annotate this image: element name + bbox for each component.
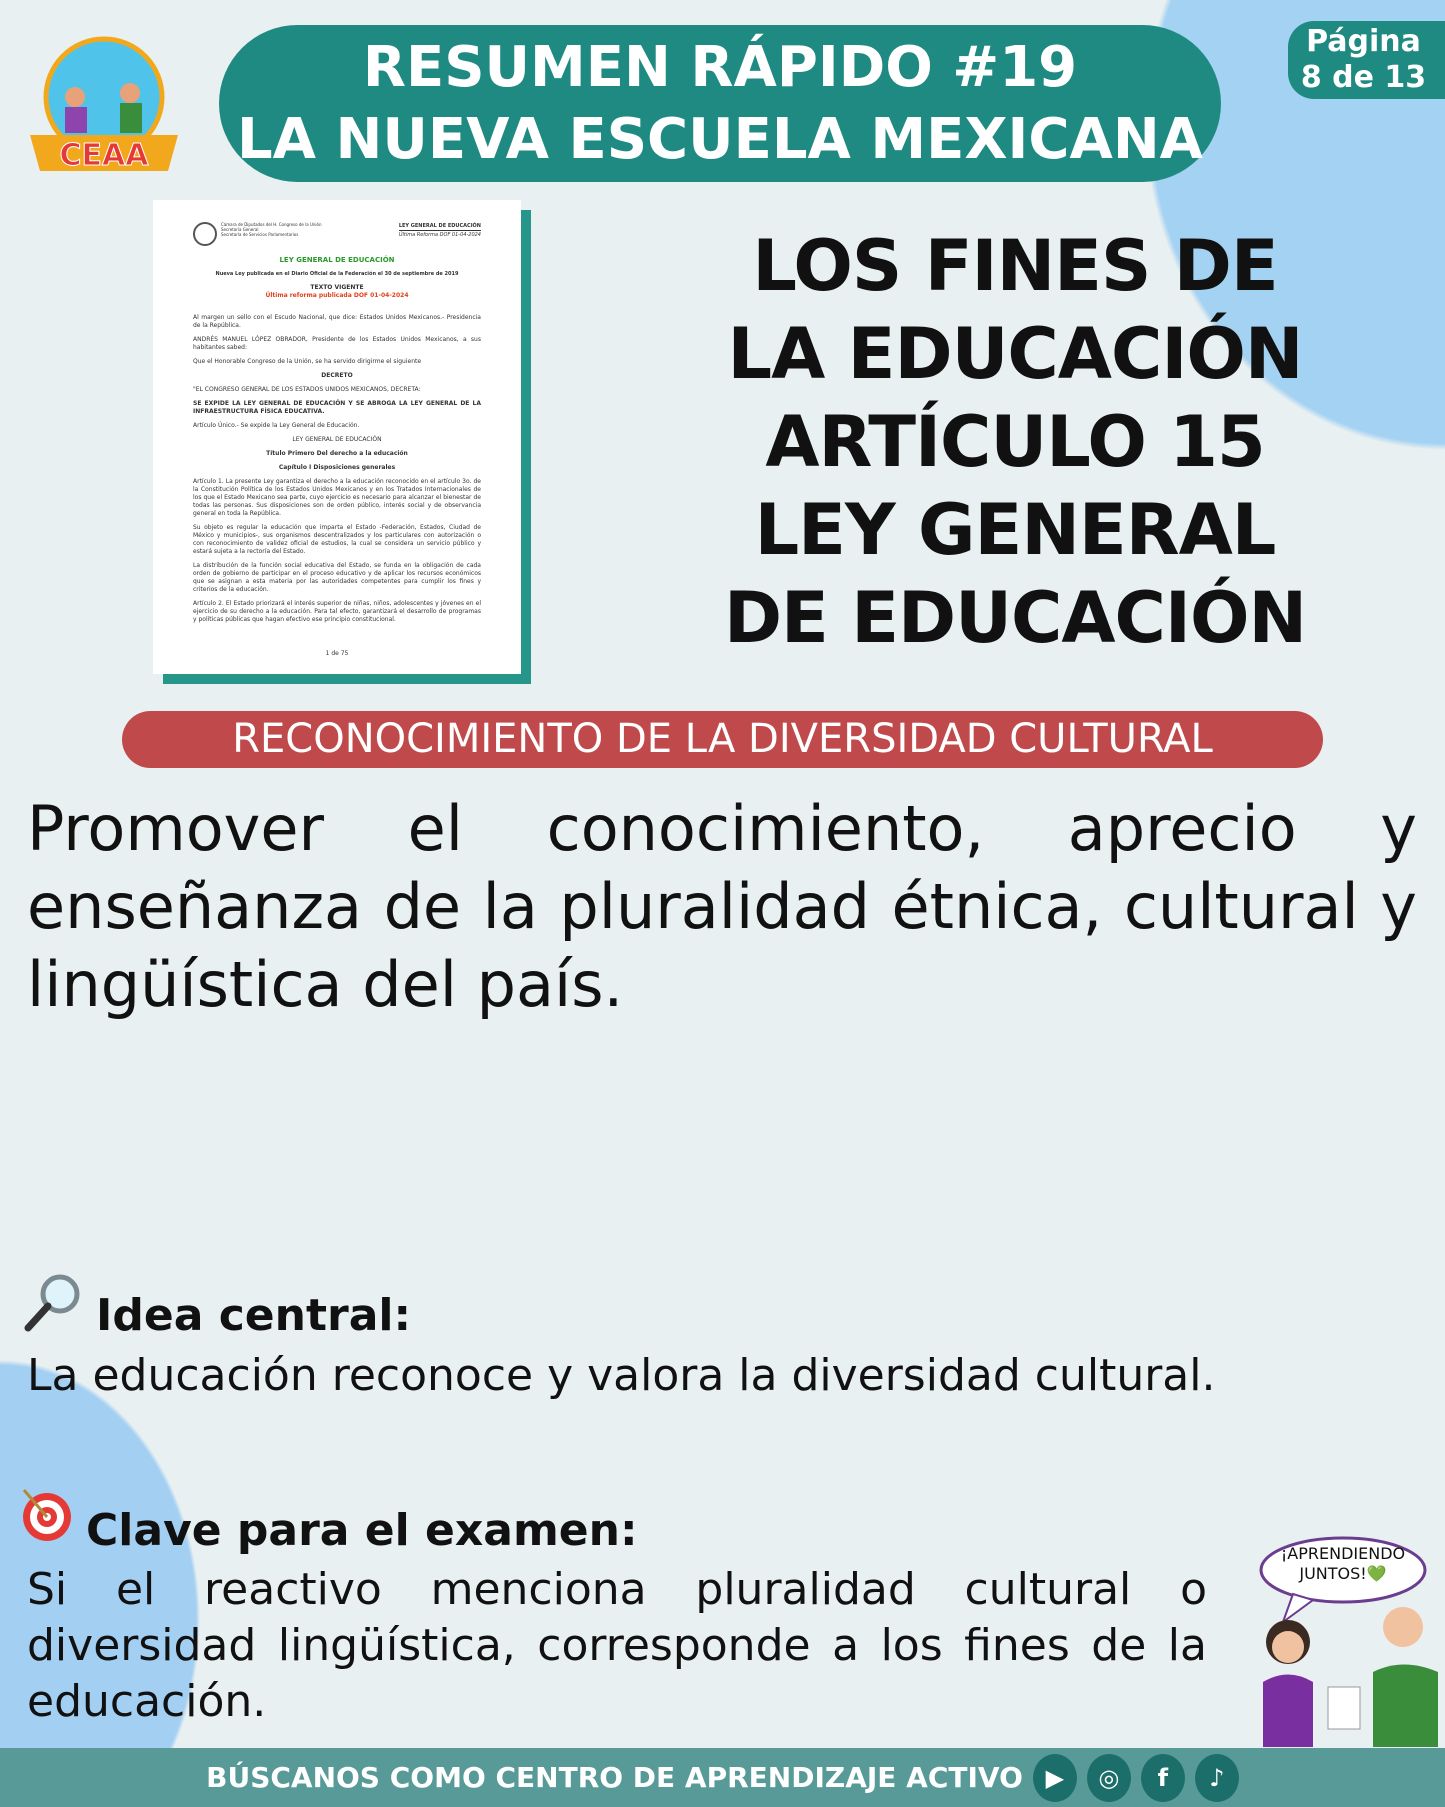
article-text: Promover el conocimiento, aprecio y enseñanza de la pluralidad étnica, cultural y lingüística del país. bbox=[27, 792, 1417, 1021]
doc-paragraph: ANDRÉS MANUEL LÓPEZ OBRADOR, Presidente de los Estados Unidos Mexicanos, a sus habitantes sabed: bbox=[193, 336, 481, 351]
title-line: DE EDUCACIÓN bbox=[723, 577, 1307, 659]
doc-paragraph: Que el Honorable Congreso de la Unión, se ha servido dirigirme el siguiente bbox=[193, 358, 422, 365]
header-line1: RESUMEN RÁPIDO #19 bbox=[362, 35, 1078, 100]
speech-bubble-line2: JUNTOS!💚 bbox=[1299, 1564, 1387, 1583]
doc-page-number: 1 de 75 bbox=[325, 650, 349, 657]
clave-heading: Clave para el examen: bbox=[86, 1505, 638, 1556]
topic-banner: RECONOCIMIENTO DE LA DIVERSIDAD CULTURAL bbox=[122, 711, 1323, 768]
doc-paragraph: Al margen un sello con el Escudo Nacional, que dice: Estados Unidos Mexicanos.- Presidencia de la República. bbox=[193, 314, 481, 329]
youtube-icon[interactable]: ▶ bbox=[1033, 1754, 1077, 1802]
doc-title: LEY GENERAL DE EDUCACIÓN bbox=[279, 256, 395, 264]
doc-secretaria: Secretaría General bbox=[221, 227, 259, 232]
idea-text: La educación reconoce y valora la diversidad cultural. bbox=[27, 1350, 1216, 1401]
page-label: Página bbox=[1306, 24, 1421, 59]
instagram-icon[interactable]: ◎ bbox=[1087, 1754, 1131, 1802]
ceaa-logo bbox=[25, 35, 183, 175]
main-title bbox=[720, 222, 1310, 662]
law-document-thumbnail bbox=[153, 200, 521, 674]
doc-ultima-reforma: Última reforma publicada DOF 01-04-2024 bbox=[265, 292, 409, 299]
doc-paragraph: Título Primero Del derecho a la educación bbox=[266, 450, 408, 457]
title-line: LA EDUCACIÓN bbox=[727, 313, 1303, 395]
page-number: 8 de 13 bbox=[1300, 60, 1427, 95]
doc-servicios: Secretaría de Servicios Parlamentarios bbox=[221, 232, 299, 237]
facebook-icon[interactable]: f bbox=[1141, 1754, 1185, 1802]
doc-paragraph: LEY GENERAL DE EDUCACIÓN bbox=[292, 436, 382, 443]
title-line: ARTÍCULO 15 bbox=[765, 401, 1265, 483]
magnifier-icon bbox=[22, 1272, 84, 1334]
doc-paragraph: Artículo Único.- Se expide la Ley General de Educación. bbox=[193, 422, 360, 429]
doc-chamber: Cámara de Diputados del H. Congreso de la Unión bbox=[221, 222, 322, 227]
doc-paragraph: Su objeto es regular la educación que imparta el Estado -Federación, Estados, Ciudad de México y municipios-, sus organismos descentralizados y los particulares con autorización o con reconocimiento de validez oficial de estudios, la cual se considera un servicio público y estará sujeta a la rectoría del Estado. bbox=[193, 524, 481, 555]
tiktok-icon[interactable]: ♪ bbox=[1195, 1754, 1239, 1802]
doc-paragraph: "EL CONGRESO GENERAL DE LOS ESTADOS UNIDOS MEXICANOS, DECRETA: bbox=[193, 386, 421, 393]
title-line: LOS FINES DE bbox=[752, 225, 1278, 307]
doc-subtitle: Nueva Ley publicada en el Diario Oficial de la Federación el 30 de septiembre de 2019 bbox=[215, 271, 459, 277]
doc-texto-vigente: TEXTO VIGENTE bbox=[310, 284, 364, 291]
clave-text: Si el reactivo menciona pluralidad cultural o diversidad lingüística, corresponde a los fines de la educación. bbox=[27, 1564, 1207, 1727]
doc-paragraph: SE EXPIDE LA LEY GENERAL DE EDUCACIÓN Y SE ABROGA LA LEY GENERAL DE LA INFRAESTRUCTURA FÍSICA EDUCATIVA. bbox=[193, 400, 481, 415]
header-line2: LA NUEVA ESCUELA MEXICANA bbox=[236, 107, 1204, 172]
mexico-seal-icon bbox=[193, 222, 217, 246]
doc-paragraph: DECRETO bbox=[321, 372, 353, 379]
footer-text: BÚSCANOS COMO CENTRO DE APRENDIZAJE ACTIVO bbox=[206, 1761, 1023, 1794]
doc-paragraph: Artículo 2. El Estado priorizará el interés superior de niñas, niños, adolescentes y jóvenes en el ejercicio de su derecho a la educación. Para tal efecto, garantizará el desarrollo de programas y políticas públicas que hagan efectivo ese principio constitucional. bbox=[193, 600, 481, 623]
footer-bar bbox=[0, 1748, 1445, 1807]
doc-paragraph: Artículo 1. La presente Ley garantiza el derecho a la educación reconocido en el artículo 3o. de la Constitución Política de los Estados Unidos Mexicanos y en los Tratados Internacionales de los que el Estado Mexicano sea parte, cuyo ejercicio es necesario para alcanzar el bienestar de todas las personas. Sus disposiciones son de orden público, interés social y de observancia general en toda la República. bbox=[193, 478, 481, 517]
title-line: LEY GENERAL bbox=[754, 489, 1276, 571]
speech-bubble-line1: ¡APRENDIENDO bbox=[1280, 1544, 1406, 1563]
doc-paragraph: La distribución de la función social educativa del Estado, se funda en la obligación de cada orden de gobierno de participar en el proceso educativo y de aplicar los recursos económicos que se asignan a esta materia por las autoridades competentes para cumplir los fines y criterios de la educación. bbox=[193, 562, 481, 593]
header-title bbox=[219, 25, 1221, 182]
svg-text:CEAA: CEAA bbox=[59, 138, 149, 173]
target-icon bbox=[20, 1488, 74, 1542]
doc-header-right: LEY GENERAL DE EDUCACIÓN bbox=[398, 223, 481, 229]
doc-reform-date: Última Reforma DOF 01-04-2024 bbox=[398, 232, 481, 238]
page-badge bbox=[1288, 21, 1445, 99]
idea-heading: Idea central: bbox=[96, 1290, 412, 1341]
doc-paragraph: Capítulo I Disposiciones generales bbox=[278, 464, 396, 471]
teachers-illustration bbox=[1233, 1532, 1443, 1747]
